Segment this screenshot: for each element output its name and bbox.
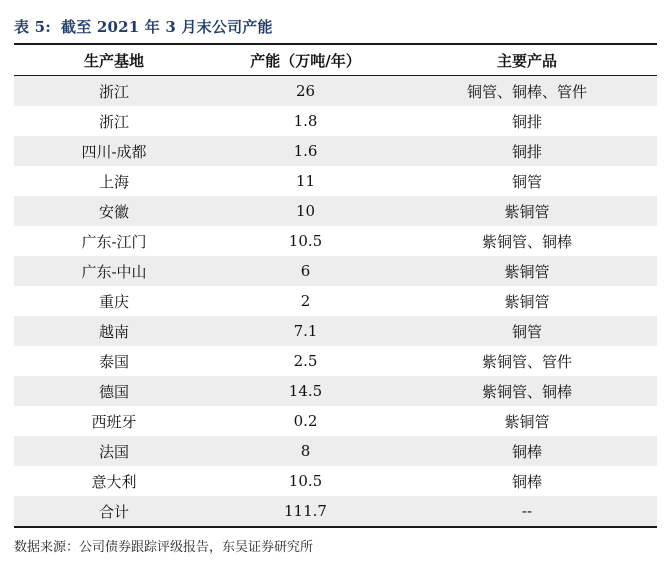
table-row [14,196,657,226]
cell-production-base: 西班牙 [14,406,214,436]
table-row [14,346,657,376]
cell-production-base: 浙江 [14,106,214,136]
cell-main-products: 铜排 [397,136,657,166]
table-row [14,376,657,406]
table-row [14,136,657,166]
cell-main-products: 铜管 [397,316,657,346]
table-row [14,166,657,196]
cell-main-products: 紫铜管 [397,256,657,286]
table-row [14,226,657,256]
capacity-table [14,45,657,526]
cell-capacity: 111.7 [214,496,397,526]
cell-production-base: 意大利 [14,466,214,496]
table-title [14,16,273,37]
cell-main-products: 紫铜管、铜棒 [397,226,657,256]
cell-main-products: 紫铜管、管件 [397,346,657,376]
cell-main-products: 铜管 [397,166,657,196]
header-production-base: 生产基地 [14,45,214,76]
cell-capacity: 10.5 [214,226,397,256]
cell-production-base: 四川-成都 [14,136,214,166]
cell-capacity: 11 [214,166,397,196]
table-header-row [14,45,657,76]
cell-capacity: 14.5 [214,376,397,406]
cell-main-products: 铜排 [397,106,657,136]
cell-capacity: 2.5 [214,346,397,376]
cell-capacity: 2 [214,286,397,316]
cell-capacity: 6 [214,256,397,286]
cell-production-base: 泰国 [14,346,214,376]
cell-main-products: 紫铜管、铜棒 [397,376,657,406]
cell-capacity: 8 [214,436,397,466]
cell-production-base: 安徽 [14,196,214,226]
header-main-products: 主要产品 [397,45,657,76]
table-caption: 截至 2021 年 3 月末公司产能 [61,18,273,36]
cell-capacity: 10.5 [214,466,397,496]
cell-production-base: 广东-江门 [14,226,214,256]
cell-capacity: 0.2 [214,406,397,436]
cell-production-base: 浙江 [14,76,214,107]
cell-capacity: 26 [214,76,397,107]
table-row [14,466,657,496]
cell-production-base: 合计 [14,496,214,526]
table-number: 表 5: [14,18,51,36]
cell-main-products: 铜管、铜棒、管件 [397,76,657,107]
cell-production-base: 德国 [14,376,214,406]
cell-main-products: 铜棒 [397,436,657,466]
capacity-table-container [14,43,657,528]
cell-main-products: 紫铜管 [397,406,657,436]
cell-capacity: 7.1 [214,316,397,346]
table-row [14,76,657,107]
cell-capacity: 1.8 [214,106,397,136]
table-row [14,286,657,316]
table-body [14,76,657,527]
cell-production-base: 法国 [14,436,214,466]
table-row [14,496,657,526]
cell-production-base: 越南 [14,316,214,346]
header-capacity: 产能（万吨/年） [214,45,397,76]
cell-capacity: 1.6 [214,136,397,166]
cell-production-base: 广东-中山 [14,256,214,286]
table-row [14,316,657,346]
data-source-note: 数据来源：公司债券跟踪评级报告，东吴证券研究所 [14,540,314,555]
cell-main-products: 铜棒 [397,466,657,496]
cell-main-products: 紫铜管 [397,196,657,226]
cell-main-products: -- [397,496,657,526]
table-row [14,106,657,136]
table-row [14,406,657,436]
table-row [14,256,657,286]
cell-main-products: 紫铜管 [397,286,657,316]
cell-capacity: 10 [214,196,397,226]
cell-production-base: 重庆 [14,286,214,316]
table-row [14,436,657,466]
cell-production-base: 上海 [14,166,214,196]
